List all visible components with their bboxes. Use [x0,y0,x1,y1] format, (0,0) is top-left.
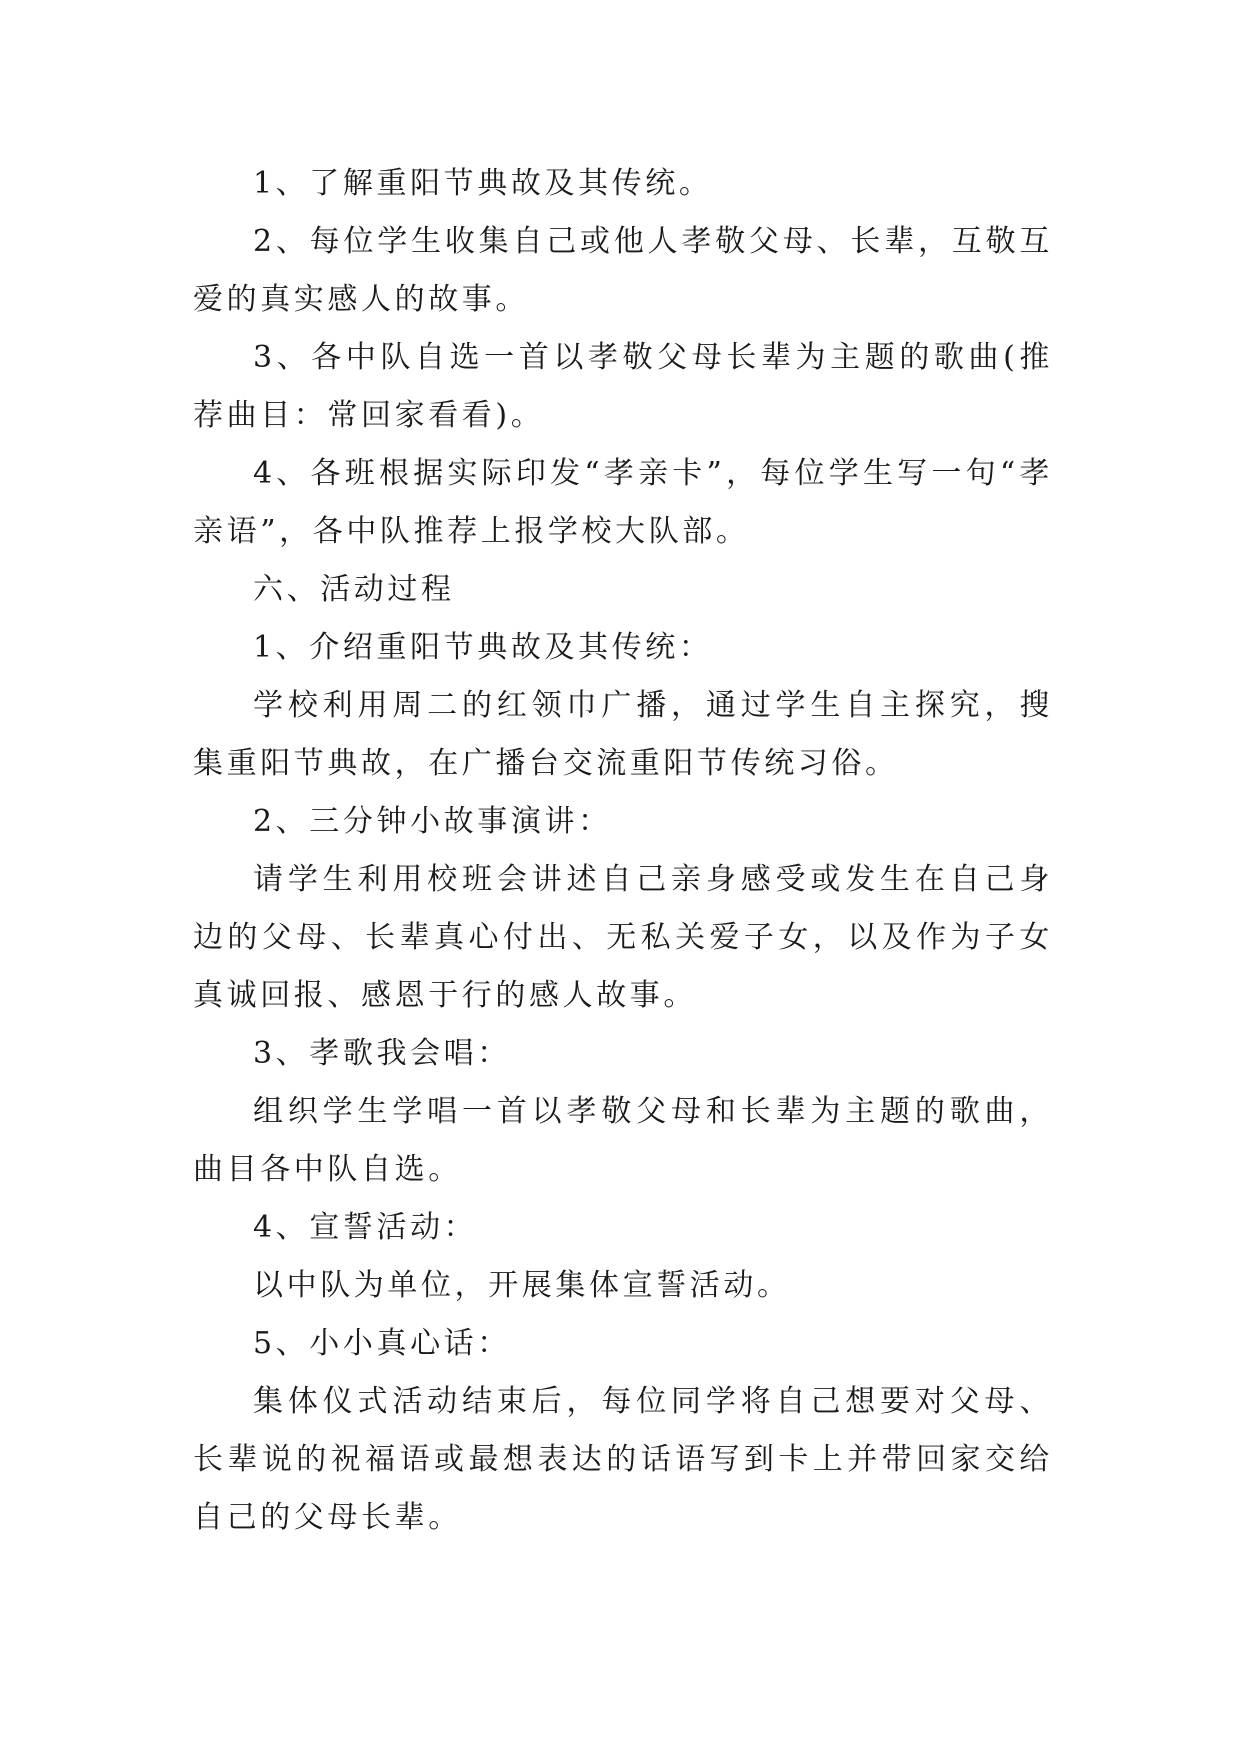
paragraph-prep-2: 2、每位学生收集自己或他人孝敬父母、长辈，互敬互爱的真实感人的故事。 [193,224,1053,317]
paragraph-3-body: 组织学生学唱一首以孝敬父母和长辈为主题的歌曲，曲目各中队自选。 [193,1094,1053,1187]
paragraph-prep-3: 3、各中队自选一首以孝敬父母长辈为主题的歌曲(推荐曲目：常回家看看)。 [193,340,1053,433]
subheading-1: 1、介绍重阳节典故及其传统： [253,630,713,665]
section-heading-activity-process: 六、活动过程 [253,572,455,607]
document-body [193,155,1053,1547]
paragraph-prep-1: 1、了解重阳节典故及其传统。 [253,166,713,201]
subheading-3: 3、孝歌我会唱： [253,1036,511,1071]
paragraph-2-body: 请学生利用校班会讲述自己亲身感受或发生在自己身边的父母、长辈真心付出、无私关爱子女，以及作为子女真诚回报、感恩于行的感人故事。 [193,862,1053,1013]
paragraph-1-body: 学校利用周二的红领巾广播，通过学生自主探究，搜集重阳节典故，在广播台交流重阳节传统习俗。 [193,688,1053,781]
subheading-4: 4、宣誓活动： [253,1210,478,1245]
paragraph-prep-4: 4、各班根据实际印发“孝亲卡”，每位学生写一句“孝亲语”，各中队推荐上报学校大队部。 [193,456,1053,549]
paragraph-5-body: 集体仪式活动结束后，每位同学将自己想要对父母、长辈说的祝福语或最想表达的话语写到卡上并带回家交给自己的父母长辈。 [193,1384,1053,1535]
paragraph-4-body: 以中队为单位，开展集体宣誓活动。 [253,1268,791,1303]
subheading-2: 2、三分钟小故事演讲： [253,804,612,839]
subheading-5: 5、小小真心话： [253,1326,511,1361]
